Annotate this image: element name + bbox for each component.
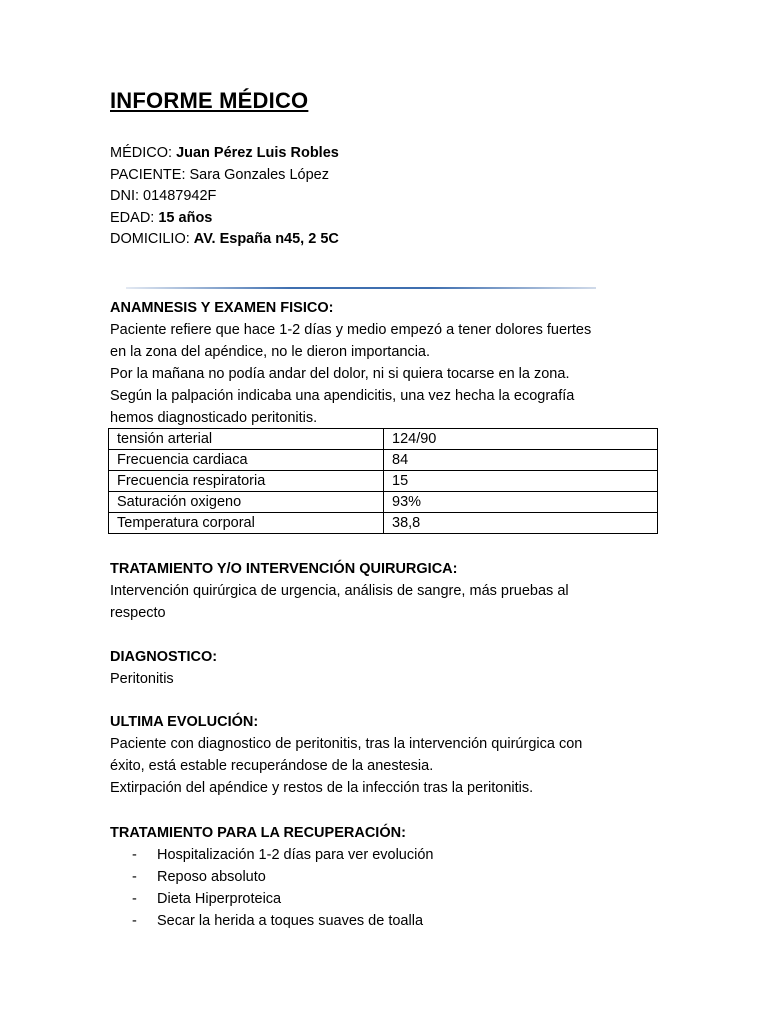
- anamnesis-section: [110, 297, 670, 429]
- table-row: [109, 429, 658, 450]
- dni-label: DNI:: [110, 188, 139, 205]
- vital-value: 15: [384, 471, 658, 492]
- vital-signs-table: [108, 428, 658, 534]
- address-row: [110, 229, 339, 251]
- horizontal-divider: [126, 287, 596, 289]
- evolution-line: Paciente con diagnostico de peritonitis, tras la intervención quirúrgica con: [110, 736, 583, 752]
- patient-label: PACIENTE:: [110, 166, 186, 183]
- vital-value: 93%: [384, 492, 658, 513]
- doctor-value: Juan Pérez Luis Robles: [176, 145, 339, 161]
- vital-label: Saturación oxigeno: [109, 492, 384, 513]
- age-value: 15 años: [158, 209, 213, 226]
- recovery-list: [110, 844, 670, 932]
- evolution-line: éxito, está estable recuperándose de la anestesia.: [110, 758, 434, 774]
- dni-row: [110, 186, 339, 208]
- treatment-line: Intervención quirúrgica de urgencia, análisis de sangre, más pruebas al: [110, 583, 569, 599]
- treatment-heading: TRATAMIENTO Y/O INTERVENCIÓN QUIRURGICA:: [110, 561, 458, 577]
- anamnesis-line: Paciente refiere que hace 1-2 días y medio empezó a tener dolores fuertes: [110, 322, 592, 338]
- treatment-line: respecto: [110, 605, 166, 621]
- vital-label: Temperatura corporal: [109, 513, 384, 534]
- anamnesis-line: en la zona del apéndice, no le dieron importancia.: [110, 344, 431, 360]
- diagnosis-line: Peritonitis: [110, 671, 174, 687]
- diagnosis-section: [110, 646, 670, 690]
- list-item: - Hospitalización 1-2 días para ver evolución: [110, 844, 670, 866]
- list-item: - Secar la herida a toques suaves de toalla: [110, 910, 670, 932]
- vital-value: 84: [384, 450, 658, 471]
- document-title: INFORME MÉDICO: [110, 88, 309, 113]
- patient-info-block: [110, 143, 339, 251]
- vital-label: Frecuencia cardiaca: [109, 450, 384, 471]
- treatment-section: [110, 558, 670, 624]
- patient-value: Sara Gonzales López: [189, 166, 329, 183]
- address-label: DOMICILIO:: [110, 231, 190, 248]
- table-row: [109, 513, 658, 534]
- recovery-section: [110, 822, 670, 932]
- diagnosis-heading: DIAGNOSTICO:: [110, 649, 218, 665]
- anamnesis-line: hemos diagnosticado peritonitis.: [110, 410, 318, 426]
- age-label: EDAD:: [110, 209, 155, 226]
- vital-label: Frecuencia respiratoria: [109, 471, 384, 492]
- vital-value: 38,8: [384, 513, 658, 534]
- table-row: [109, 492, 658, 513]
- patient-row: [110, 165, 339, 187]
- address-value: AV. España n45, 2 5C: [193, 231, 339, 248]
- doctor-label: MÉDICO:: [110, 145, 173, 161]
- anamnesis-line: Según la palpación indicaba una apendicitis, una vez hecha la ecografía: [110, 388, 575, 404]
- evolution-line: Extirpación del apéndice y restos de la infección tras la peritonitis.: [110, 780, 534, 796]
- evolution-section: [110, 711, 670, 799]
- doctor-row: [110, 143, 339, 165]
- anamnesis-line: Por la mañana no podía andar del dolor, ni si quiera tocarse en la zona.: [110, 366, 570, 382]
- table-row: [109, 471, 658, 492]
- age-row: [110, 208, 339, 230]
- list-item: - Reposo absoluto: [110, 866, 670, 888]
- vital-label: tensión arterial: [109, 429, 384, 450]
- table-row: [109, 450, 658, 471]
- anamnesis-heading: ANAMNESIS Y EXAMEN FISICO:: [110, 300, 334, 316]
- vital-value: 124/90: [384, 429, 658, 450]
- dni-value: 01487942F: [143, 188, 217, 205]
- evolution-heading: ULTIMA EVOLUCIÓN:: [110, 714, 259, 730]
- recovery-heading: TRATAMIENTO PARA LA RECUPERACIÓN:: [110, 825, 406, 841]
- list-item: - Dieta Hiperproteica: [110, 888, 670, 910]
